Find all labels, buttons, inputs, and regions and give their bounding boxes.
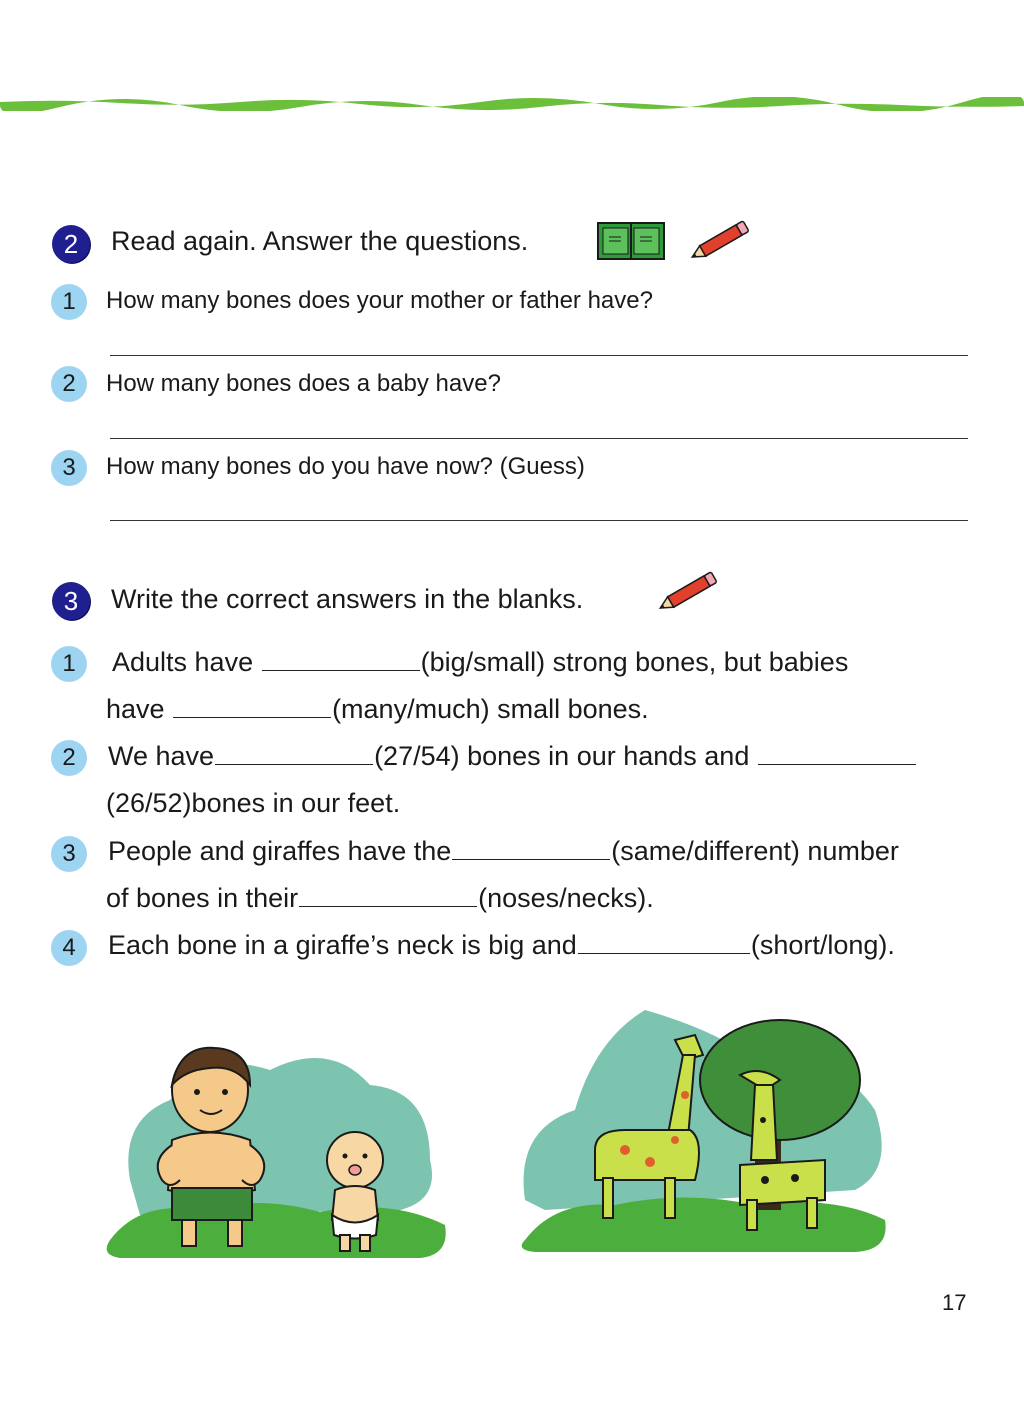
item-3-text-d: (noses/necks). — [478, 883, 654, 913]
item-3-text-c: of bones in their — [106, 883, 299, 913]
answer-line-2[interactable] — [110, 438, 968, 439]
item-3-text-b: (same/different) number — [611, 836, 899, 866]
question-1-text: How many bones does your mother or father have? — [106, 287, 653, 314]
blank-1-1[interactable] — [262, 648, 420, 671]
blank-3-2[interactable] — [299, 884, 477, 907]
item-3-badge: 3 — [51, 836, 87, 872]
item-4-badge: 4 — [51, 930, 87, 966]
section-2-heading: Read again. Answer the questions. — [111, 226, 529, 256]
item-2-line-2: (26/52)bones in our feet. — [106, 788, 401, 818]
section-3-badge: 3 — [52, 582, 90, 620]
item-3-line-2 — [106, 883, 654, 914]
pencil-icon — [652, 570, 724, 614]
item-2-line-1 — [108, 741, 917, 772]
item-3-line-1 — [108, 836, 899, 867]
item-3-text-a: People and giraffes have the — [108, 836, 452, 866]
item-1-badge: 1 — [51, 646, 87, 682]
blank-4-1[interactable] — [578, 931, 750, 954]
item-1-text-d: (many/much) small bones. — [332, 694, 649, 724]
blank-1-2[interactable] — [173, 695, 331, 718]
top-divider — [0, 97, 1024, 111]
item-2-text-a: We have — [108, 741, 215, 771]
answer-line-1[interactable] — [110, 355, 968, 356]
page-number: 17 — [942, 1290, 967, 1315]
item-2-badge: 2 — [51, 740, 87, 776]
section-3-heading: Write the correct answers in the blanks. — [111, 584, 584, 614]
question-2-badge: 2 — [51, 366, 87, 402]
question-3-text: How many bones do you have now? (Guess) — [106, 453, 585, 480]
item-1-line-1 — [112, 647, 848, 678]
question-3-badge: 3 — [51, 450, 87, 486]
adult-and-baby-illustration — [100, 1030, 460, 1270]
question-1-badge: 1 — [51, 284, 87, 320]
question-2-text: How many bones does a baby have? — [106, 370, 501, 397]
blank-2-2[interactable] — [758, 742, 916, 765]
pencil-icon — [684, 219, 756, 263]
blank-3-1[interactable] — [452, 837, 610, 860]
item-1-text-c: have — [106, 694, 173, 724]
giraffes-illustration — [515, 1000, 895, 1260]
item-1-text-a: Adults have — [112, 647, 261, 677]
book-icon — [597, 221, 665, 261]
answer-line-3[interactable] — [110, 520, 968, 521]
item-2-text-b: (27/54) bones in our hands and — [374, 741, 757, 771]
blank-2-1[interactable] — [215, 742, 373, 765]
item-4-text-b: (short/long). — [750, 930, 895, 960]
item-1-text-b: (big/small) strong bones, but babies — [420, 647, 849, 677]
item-4-line-1 — [108, 930, 895, 961]
section-2-badge: 2 — [52, 225, 90, 263]
item-1-line-2 — [106, 694, 649, 725]
item-4-text-a: Each bone in a giraffe’s neck is big and — [108, 930, 577, 960]
